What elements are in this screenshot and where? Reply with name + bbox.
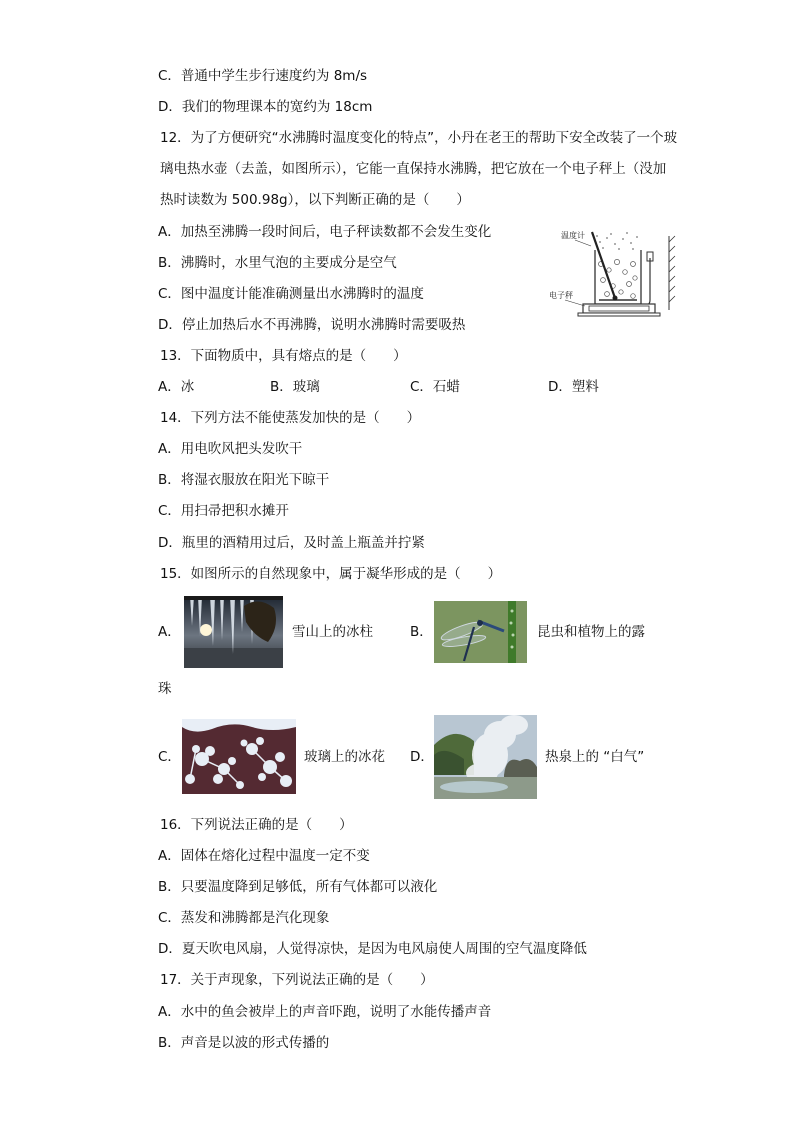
q16-stem: 16．下列说法正确的是（ ） xyxy=(160,817,353,833)
q15-option-a-text: 雪山上的冰柱 xyxy=(292,624,373,640)
q15-option-c-letter: C． xyxy=(158,749,181,765)
q12-stem-line-2: 璃电热水壶（去盖，如图所示），它能一直保持水沸腾，把它放在一个电子秤上（没加 xyxy=(160,161,667,177)
q14-stem: 14．下列方法不能使蒸发加快的是（ ） xyxy=(160,410,421,426)
q14-option-d: D．瓶里的酒精用过后，及时盖上瓶盖并拧紧 xyxy=(158,535,425,551)
q12-option-a: A．加热至沸腾一段时间后，电子秤读数都不会发生变化 xyxy=(158,224,492,240)
q17-option-b: B．声音是以波的形式传播的 xyxy=(158,1035,330,1051)
q12-option-d: D．停止加热后水不再沸腾，说明水沸腾时需要吸热 xyxy=(158,317,466,333)
q17-stem: 17．关于声现象，下列说法正确的是（ ） xyxy=(160,972,434,988)
q15-option-d-letter: D． xyxy=(410,749,434,765)
q14-option-a: A．用电吹风把头发吹干 xyxy=(158,441,303,457)
icicle-photo xyxy=(184,596,283,668)
q13-option-d: D．塑料 xyxy=(548,379,599,395)
q15-option-a-letter: A． xyxy=(158,624,181,640)
q16-option-c: C．蒸发和沸腾都是汽化现象 xyxy=(158,910,330,926)
q12-stem-line-1: 12．为了方便研究“水沸腾时温度变化的特点”，小丹在老王的帮助下安全改装了一个玻 xyxy=(160,130,678,146)
q13-stem: 13．下面物质中，具有熔点的是（ ） xyxy=(160,348,407,364)
q13-option-c: C．石蜡 xyxy=(410,379,460,395)
q16-option-b: B．只要温度降到足够低，所有气体都可以液化 xyxy=(158,879,438,895)
q12-option-c: C．图中温度计能准确测量出水沸腾时的温度 xyxy=(158,286,424,302)
q14-option-b: B．将湿衣服放在阳光下晾干 xyxy=(158,472,330,488)
q15-stem: 15．如图所示的自然现象中，属于凝华形成的是（ ） xyxy=(160,566,502,582)
q13-option-a: A．冰 xyxy=(158,379,195,395)
q11-option-d: D．我们的物理课本的宽约为 18cm xyxy=(158,99,373,115)
q15-option-d-text: 热泉上的 “白气” xyxy=(545,749,645,765)
q15-option-c-text: 玻璃上的冰花 xyxy=(304,749,385,765)
q15-option-b-letter: B． xyxy=(410,624,433,640)
q12-option-b: B．沸腾时，水里气泡的主要成分是空气 xyxy=(158,255,397,271)
q15-option-b-wrap: 珠 xyxy=(158,681,172,697)
q13-option-b: B．玻璃 xyxy=(270,379,320,395)
q12-stem-line-3: 热时读数为 500.98g），以下判断正确的是（ ） xyxy=(160,192,470,208)
frost-flower-photo xyxy=(182,719,296,794)
dragonfly-dew-photo xyxy=(434,601,527,663)
hot-spring-steam-photo xyxy=(434,715,537,799)
q15-option-b-text: 昆虫和植物上的露 xyxy=(537,624,645,640)
thermometer-label: 温度计 xyxy=(561,231,585,240)
q17-option-a: A．水中的鱼会被岸上的声音吓跑，说明了水能传播声音 xyxy=(158,1004,492,1020)
q16-option-d: D．夏天吹电风扇，人觉得凉快，是因为电风扇使人周围的空气温度降低 xyxy=(158,941,587,957)
q16-option-a: A．固体在熔化过程中温度一定不变 xyxy=(158,848,370,864)
scale-label: 电子秤 xyxy=(549,291,573,300)
q12-boiling-kettle-figure xyxy=(545,228,680,323)
q11-option-c: C．普通中学生步行速度约为 8m/s xyxy=(158,68,368,84)
q14-option-c: C．用扫帚把积水摊开 xyxy=(158,503,289,519)
